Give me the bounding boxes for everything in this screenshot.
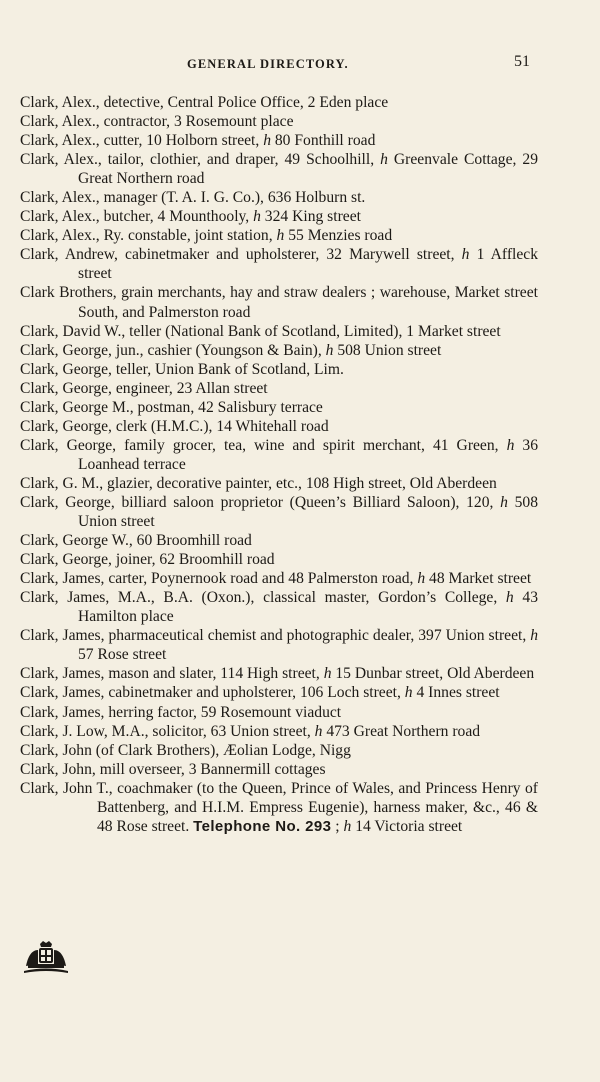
home-address-marker: h: [404, 684, 413, 702]
directory-entry: [20, 360, 538, 379]
entry-text: Clark, George, jun., cashier (Youngson & Bain),: [20, 341, 326, 359]
entry-text: Clark, David W., teller (National Bank of Scotland, Limited), 1 Market street: [20, 322, 501, 340]
page-number: 51: [514, 53, 530, 70]
entry-text: Clark, George, teller, Union Bank of Scotland, Lim.: [20, 360, 344, 378]
entry-text: Clark, Alex., Ry. constable, joint station,: [20, 227, 277, 245]
entry-text: Clark, Alex., detective, Central Police Office, 2 Eden place: [20, 94, 389, 111]
directory-entry: [20, 493, 538, 531]
entry-text: 508 Union street: [78, 493, 538, 531]
entry-text: Greenvale Cottage, 29 Great Northern road: [78, 151, 538, 188]
entry-text: Clark, James, M.A., B.A. (Oxon.), classical master, Gordon’s College,: [20, 589, 506, 607]
home-address-marker: h: [323, 665, 332, 683]
directory-entry: [20, 207, 538, 226]
entry-text: 43 Hamilton place: [78, 589, 538, 626]
directory-entry: [20, 626, 538, 664]
entry-text: 15 Dunbar street, Old Aberdeen: [331, 665, 535, 683]
entry-text: Clark, George M., postman, 42 Salisbury terrace: [20, 398, 323, 416]
directory-entry: [20, 474, 538, 493]
entry-text: Clark, George, family grocer, tea, wine and spirit merchant, 41 Green,: [20, 436, 507, 454]
entry-text: 1 Affleck street: [78, 246, 538, 283]
entry-text: Clark Brothers, grain merchants, hay and straw dealers ; warehouse, Market street South, and Palmerston road: [20, 284, 538, 321]
home-address-marker: h: [505, 589, 514, 607]
directory-entry: [20, 131, 538, 150]
entry-text: Clark, Alex., manager (T. A. I. G. Co.), 636 Holburn st.: [20, 189, 366, 207]
directory-entries: [20, 93, 538, 836]
entry-text: 14 Victoria street: [351, 817, 463, 835]
home-address-marker: h: [253, 208, 261, 226]
entry-text: Clark, James, carter, Poynernook road and 48 Palmerston road,: [20, 570, 418, 588]
royal-arms-icon: [22, 940, 70, 974]
directory-entry: [20, 569, 538, 588]
entry-text: 57 Rose street: [78, 646, 167, 664]
home-address-marker: h: [325, 341, 334, 359]
directory-entry: [20, 436, 538, 474]
directory-entry: [20, 417, 538, 436]
entry-text: Clark, James, mason and slater, 114 High street,: [20, 665, 324, 683]
home-address-marker: h: [276, 227, 285, 245]
entry-text: Clark, Andrew, cabinetmaker and upholsterer, 32 Marywell street,: [20, 246, 462, 264]
entry-text: ;: [331, 817, 344, 835]
directory-entry: [20, 550, 538, 569]
entry-text: Clark, George W., 60 Broomhill road: [20, 532, 252, 550]
running-head: GENERAL DIRECTORY.: [187, 57, 349, 71]
home-address-marker: h: [500, 493, 508, 511]
telephone-number: Telephone No. 293: [193, 817, 332, 835]
home-address-marker: h: [263, 132, 271, 150]
directory-entry: [20, 760, 538, 779]
entry-text: 48 Market street: [425, 570, 532, 588]
entry-text: Clark, Alex., contractor, 3 Rosemount place: [20, 113, 294, 131]
entry-text: Clark, George, engineer, 23 Allan street: [20, 379, 268, 397]
entry-text: 473 Great Northern road: [322, 722, 481, 740]
directory-entry: [20, 245, 538, 283]
home-address-marker: h: [343, 817, 352, 835]
entry-text: 80 Fonthill road: [270, 132, 376, 150]
directory-entry: [20, 379, 538, 398]
entry-text: Clark, George, clerk (H.M.C.), 14 Whitehall road: [20, 417, 329, 435]
entry-text: Clark, George, joiner, 62 Broomhill road: [20, 551, 275, 569]
entry-text: Clark, Alex., cutter, 10 Holborn street,: [20, 132, 264, 150]
directory-entry: [20, 722, 538, 741]
home-address-marker: h: [314, 722, 323, 740]
directory-entry: [20, 283, 538, 321]
directory-entry: [20, 588, 538, 626]
directory-entry: [20, 93, 538, 112]
entry-text: Clark, Alex., butcher, 4 Mounthooly,: [20, 208, 254, 226]
entry-text: Clark, J. Low, M.A., solicitor, 63 Union street,: [20, 722, 315, 740]
directory-entry: [20, 150, 538, 188]
directory-entry: [20, 779, 538, 836]
entry-text: 36 Loanhead terrace: [78, 436, 538, 473]
directory-entry: [20, 703, 538, 722]
directory-entry: [20, 322, 538, 341]
directory-entry: [20, 741, 538, 760]
entry-text: Clark, George, billiard saloon proprietor (Queen’s Billiard Saloon), 120,: [20, 493, 501, 511]
directory-entry: [20, 664, 538, 683]
home-address-marker: h: [380, 151, 388, 169]
entry-text: Clark, James, cabinetmaker and upholsterer, 106 Loch street,: [20, 684, 405, 702]
entry-text: Clark, Alex., tailor, clothier, and draper, 49 Schoolhill,: [20, 151, 381, 169]
entry-text: Clark, John T., coachmaker (to the Queen, Prince of Wales, and Princess Henry of Battenberg, and H.I.M. Empress Eugenie), harness maker, &c., 46 & 48 Rose street.: [20, 779, 538, 835]
entry-text: Clark, James, pharmaceutical chemist and photographic dealer, 397 Union street,: [20, 627, 531, 645]
entry-text: 508 Union street: [333, 341, 442, 359]
entry-text: 55 Menzies road: [284, 227, 393, 245]
home-address-marker: h: [417, 570, 426, 588]
directory-entry: [20, 188, 538, 207]
directory-entry: [20, 226, 538, 245]
page-header: [0, 53, 600, 77]
directory-entry: [20, 531, 538, 550]
home-address-marker: h: [506, 436, 515, 454]
directory-entry: [20, 683, 538, 702]
entry-text: Clark, G. M., glazier, decorative painter, etc., 108 High street, Old Aberdeen: [20, 474, 497, 492]
directory-entry: [20, 341, 538, 360]
directory-entry: [20, 112, 538, 131]
entry-text: Clark, John (of Clark Brothers), Æolian Lodge, Nigg: [20, 741, 351, 759]
entry-text: Clark, James, herring factor, 59 Rosemount viaduct: [20, 703, 342, 721]
home-address-marker: h: [530, 627, 538, 645]
entry-text: Clark, John, mill overseer, 3 Bannermill cottages: [20, 760, 326, 778]
entry-text: 4 Innes street: [412, 684, 500, 702]
entry-text: 324 King street: [260, 208, 361, 226]
home-address-marker: h: [461, 246, 470, 264]
directory-entry: [20, 398, 538, 417]
